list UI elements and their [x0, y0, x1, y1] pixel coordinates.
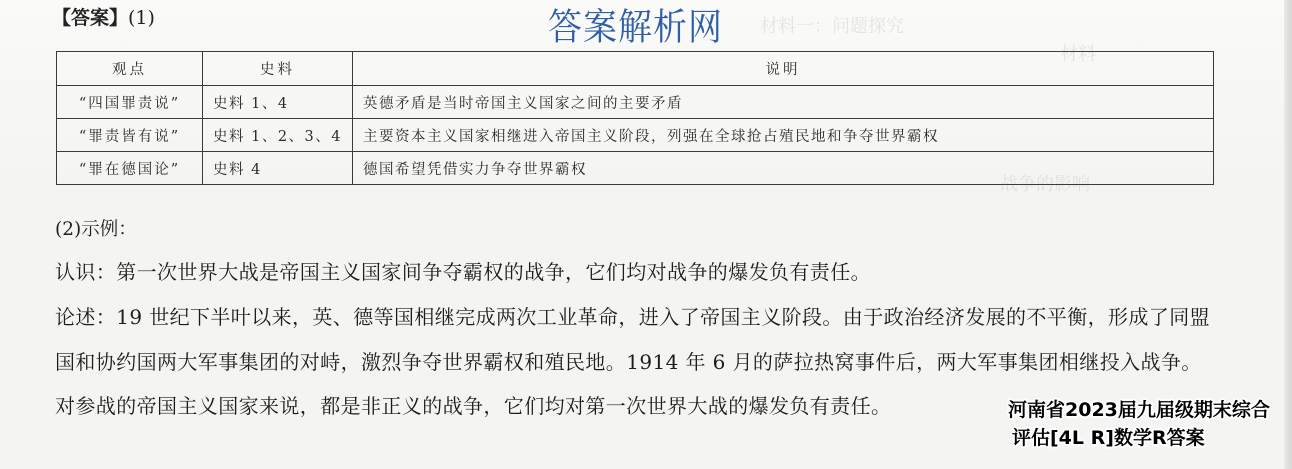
- site-watermark-title: 答案解析网: [548, 6, 723, 50]
- source-watermark-line2: 评估[4L R]数学R答案: [1012, 427, 1205, 449]
- view-cell: “四国罪责说”: [57, 86, 203, 119]
- column-header-explanation: 说明: [353, 52, 1214, 86]
- bleed-through-text: 材料一：问题探究: [760, 16, 904, 37]
- sources-cell: 史料 1、2、3、4: [203, 119, 353, 152]
- discussion-paragraph: 论述：19 世纪下半叶以来，英、德等国相继完成两次工业革命，进入了帝国主义阶段。由于政治经济发展的不平衡，形成了同盟国和协约国两大军事集团的对峙，激烈争夺世界霸权和殖民地。1914 年 6 月的萨拉热窝事件后，两大军事集团相继投入战争。对参战的帝国主义国家来说，都是非正义的战争，它们均对第一次世界大战的爆发负有责任。: [55, 305, 1211, 418]
- column-header-sources: 史料: [203, 52, 353, 86]
- table-row: [57, 119, 1214, 152]
- answer-header: [52, 7, 155, 29]
- part2-label: (2)示例：: [55, 219, 137, 240]
- explanation-cell: 德国希望凭借实力争夺世界霸权: [353, 152, 1214, 185]
- sources-cell: 史料 1、4: [203, 86, 353, 119]
- answer-table: [56, 51, 1214, 185]
- table-row: [57, 86, 1214, 119]
- column-header-view: 观点: [57, 52, 203, 86]
- bleed-through-text: 材料: [1060, 44, 1096, 65]
- explanation-cell: 英德矛盾是当时帝国主义国家之间的主要矛盾: [353, 86, 1214, 119]
- answer-part-number: (1): [128, 7, 155, 29]
- answer-label: 【答案】: [52, 7, 129, 29]
- source-watermark: [1008, 396, 1270, 452]
- page-edge-shadow: [1284, 0, 1292, 469]
- view-cell: “罪责皆有说”: [57, 119, 203, 152]
- table-row: [57, 152, 1214, 185]
- explanation-cell: 主要资本主义国家相继进入帝国主义阶段，列强在全球抢占殖民地和争夺世界霸权: [353, 119, 1214, 152]
- source-watermark-line1: 河南省2023届九届级期末综合: [1008, 399, 1270, 421]
- sources-cell: 史料 4: [203, 152, 353, 185]
- understanding-paragraph: 认识：第一次世界大战是帝国主义国家间争夺霸权的战争，它们均对战争的爆发负有责任。: [55, 260, 871, 284]
- bleed-through-text: 战争的影响: [1000, 174, 1090, 195]
- table-header-row: [57, 52, 1214, 86]
- view-cell: “罪在德国论”: [57, 152, 203, 185]
